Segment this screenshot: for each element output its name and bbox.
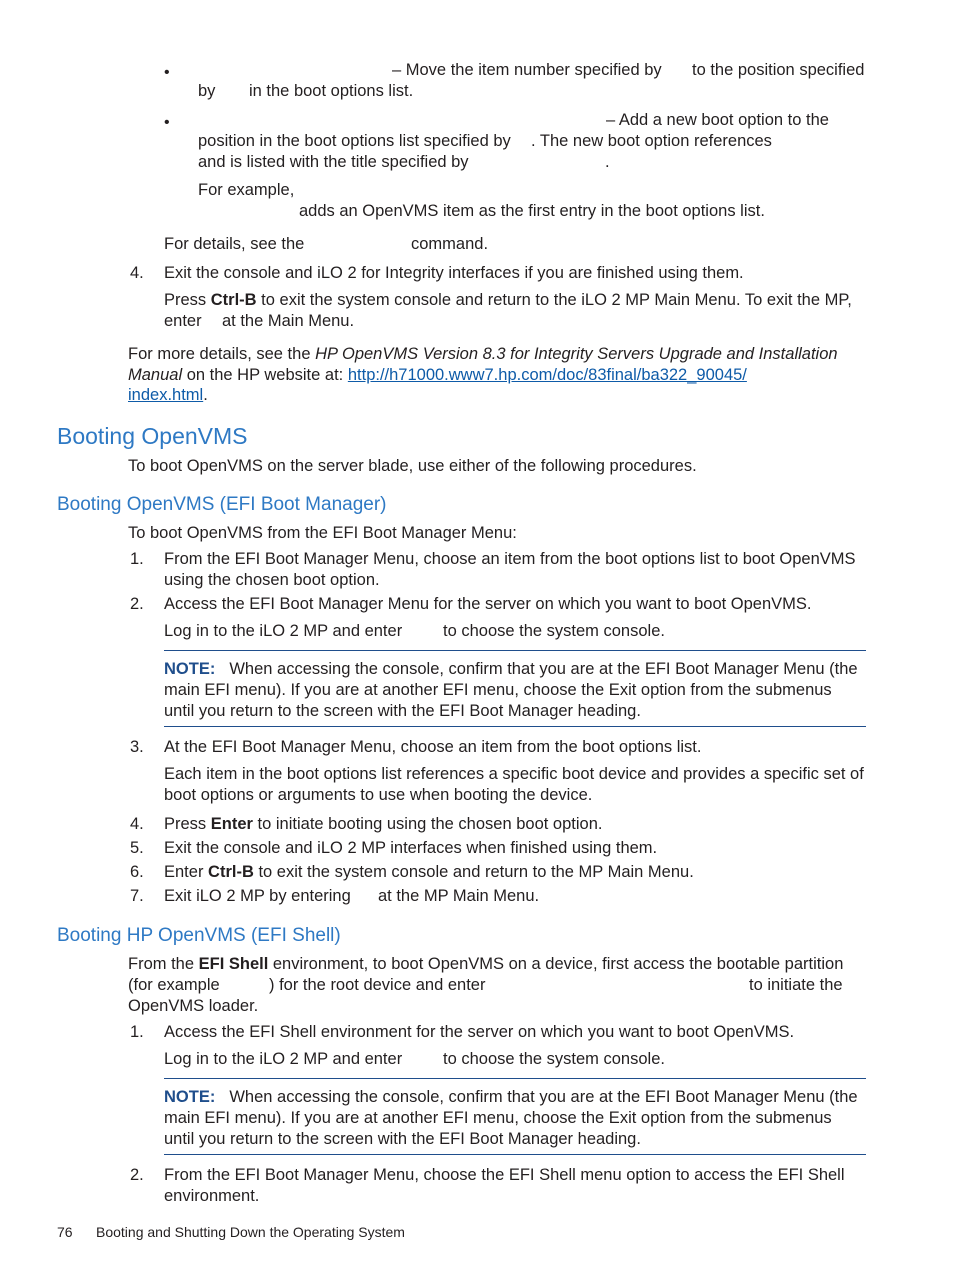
efi-shell-intro-line1: From the EFI Shell environment, to boot OpenVMS on a device, first access the bootable partition: [128, 955, 844, 973]
efi-step-4-text: Press Enter to initiate booting using the chosen boot option.: [164, 815, 603, 833]
efi-shell-intro-line2-c: to initiate the: [749, 976, 843, 994]
step-4-sub-line2-b: at the Main Menu.: [222, 312, 355, 330]
section-title: Booting OpenVMS: [57, 423, 248, 449]
more-details-line3: index.html.: [128, 386, 208, 404]
efi-step-7-text-b: at the MP Main Menu.: [378, 887, 540, 905]
efi-step-7-number: 7.: [130, 887, 144, 905]
efi-shell-intro-line3: OpenVMS loader.: [128, 997, 259, 1015]
section-intro: To boot OpenVMS on the server blade, use either of the following procedures.: [128, 457, 697, 475]
efi-step-3-number: 3.: [130, 738, 144, 756]
efi-boot-intro: To boot OpenVMS from the EFI Boot Manager Menu:: [128, 524, 517, 542]
step-4-sub: Press Ctrl-B to exit the system console and return to the iLO 2 MP Main Menu. To exit the MP,: [164, 291, 852, 309]
efi-shell-term: EFI Shell: [198, 955, 269, 973]
footer-chapter-title: Booting and Shutting Down the Operating System: [96, 1224, 405, 1240]
shell-step-1-sub-a: Log in to the iLO 2 MP and enter: [164, 1050, 403, 1068]
efi-step-2-sub-b: to choose the system console.: [443, 622, 665, 640]
bullet-2-text-b: position in the boot options list specified by: [198, 132, 511, 150]
shell-step-1-number: 1.: [130, 1023, 144, 1041]
bullet-1: •: [164, 64, 170, 81]
efi-shell-intro-line2-a: (for example: [128, 976, 220, 994]
efi-step-2-sub-a: Log in to the iLO 2 MP and enter: [164, 622, 403, 640]
efi-step-3-sub: Each item in the boot options list references a specific boot device and provides a specific set of boot options or arguments to use when booting the device.: [164, 765, 864, 804]
page-number: 76: [57, 1224, 73, 1240]
hp-doc-link-cont[interactable]: index.html: [128, 386, 204, 404]
bullet-2-text-a: – Add a new boot option to the: [606, 111, 829, 129]
details-prefix: For details, see the: [164, 235, 305, 253]
step-4-text: Exit the console and iLO 2 for Integrity interfaces if you are finished using them.: [164, 264, 744, 282]
shell-step-1-sub-b: to choose the system console.: [443, 1050, 665, 1068]
efi-shell-title: Booting HP OpenVMS (EFI Shell): [57, 925, 341, 946]
bullet-2-text-e: .: [605, 153, 610, 171]
efi-shell-intro-line2-b: ) for the root device and enter: [269, 976, 486, 994]
efi-step-6-number: 6.: [130, 863, 144, 881]
example-text: adds an OpenVMS item as the first entry in the boot options list.: [299, 202, 765, 220]
efi-step-2-number: 2.: [130, 595, 144, 613]
efi-step-1-line2: using the chosen boot option.: [164, 571, 380, 589]
efi-step-6-text: Enter Ctrl-B to exit the system console and return to the MP Main Menu.: [164, 863, 694, 881]
efi-shell-note: [164, 1078, 866, 1155]
efi-step-3-text: At the EFI Boot Manager Menu, choose an item from the boot options list.: [164, 738, 702, 756]
shell-step-1-text: Access the EFI Shell environment for the server on which you want to boot OpenVMS.: [164, 1023, 795, 1041]
step-4-number: 4.: [130, 264, 144, 282]
bullet-1-text-c: by: [198, 82, 216, 100]
shell-step-2-number: 2.: [130, 1166, 144, 1184]
bullet-1-text-a: – Move the item number specified by: [392, 61, 662, 79]
example-label: For example,: [198, 181, 295, 199]
efi-boot-note: [164, 650, 866, 727]
manual-title-cont: Manual: [128, 366, 183, 384]
bullet-2: •: [164, 114, 170, 131]
note-label: NOTE:: [164, 660, 216, 678]
key-ctrl-b: Ctrl-B: [208, 863, 254, 881]
efi-step-7-text-a: Exit iLO 2 MP by entering: [164, 887, 351, 905]
note-label: NOTE:: [164, 1088, 216, 1106]
efi-step-1-number: 1.: [130, 550, 144, 568]
bullet-2-text-d: and is listed with the title specified by: [198, 153, 469, 171]
key-ctrl-b: Ctrl-B: [210, 291, 257, 309]
step-4-sub-line2-a: enter: [164, 312, 202, 330]
shell-step-2-line2: environment.: [164, 1187, 260, 1205]
manual-title: HP OpenVMS Version 8.3 for Integrity Servers Upgrade and Installation: [315, 345, 838, 363]
details-suffix: command.: [411, 235, 489, 253]
key-enter: Enter: [210, 815, 253, 833]
efi-step-5-number: 5.: [130, 839, 144, 857]
efi-step-2-text: Access the EFI Boot Manager Menu for the server on which you want to boot OpenVMS.: [164, 595, 812, 613]
note-text: When accessing the console, confirm that you are at the EFI Boot Manager Menu (the main EFI menu). If you are at another EFI menu, choose the Exit option from the submenus until you return to the screen with the EFI Boot Manager heading.: [164, 1088, 858, 1148]
note-text: When accessing the console, confirm that you are at the EFI Boot Manager Menu (the main EFI menu). If you are at another EFI menu, choose the Exit option from the submenus until you return to the screen with the EFI Boot Manager heading.: [164, 660, 858, 720]
hp-doc-link[interactable]: http://h71000.www7.hp.com/doc/83final/ba322_90045/: [347, 366, 747, 384]
efi-step-5-text: Exit the console and iLO 2 MP interfaces when finished using them.: [164, 839, 658, 857]
bullet-1-text-d: in the boot options list.: [249, 82, 414, 100]
more-details-line1: For more details, see the HP OpenVMS Version 8.3 for Integrity Servers Upgrade and Installation: [128, 345, 838, 363]
bullet-1-text-b: to the position specified: [692, 61, 865, 79]
efi-step-1-line1: From the EFI Boot Manager Menu, choose an item from the boot options list to boot OpenVMS: [164, 550, 856, 568]
efi-step-4-number: 4.: [130, 815, 144, 833]
bullet-2-text-c: . The new boot option references: [531, 132, 772, 150]
more-details-line2: Manual on the HP website at: http://h71000.www7.hp.com/doc/83final/ba322_90045/: [128, 366, 747, 384]
shell-step-2-line1: From the EFI Boot Manager Menu, choose the EFI Shell menu option to access the EFI Shell: [164, 1166, 845, 1184]
efi-boot-title: Booting OpenVMS (EFI Boot Manager): [57, 494, 387, 515]
